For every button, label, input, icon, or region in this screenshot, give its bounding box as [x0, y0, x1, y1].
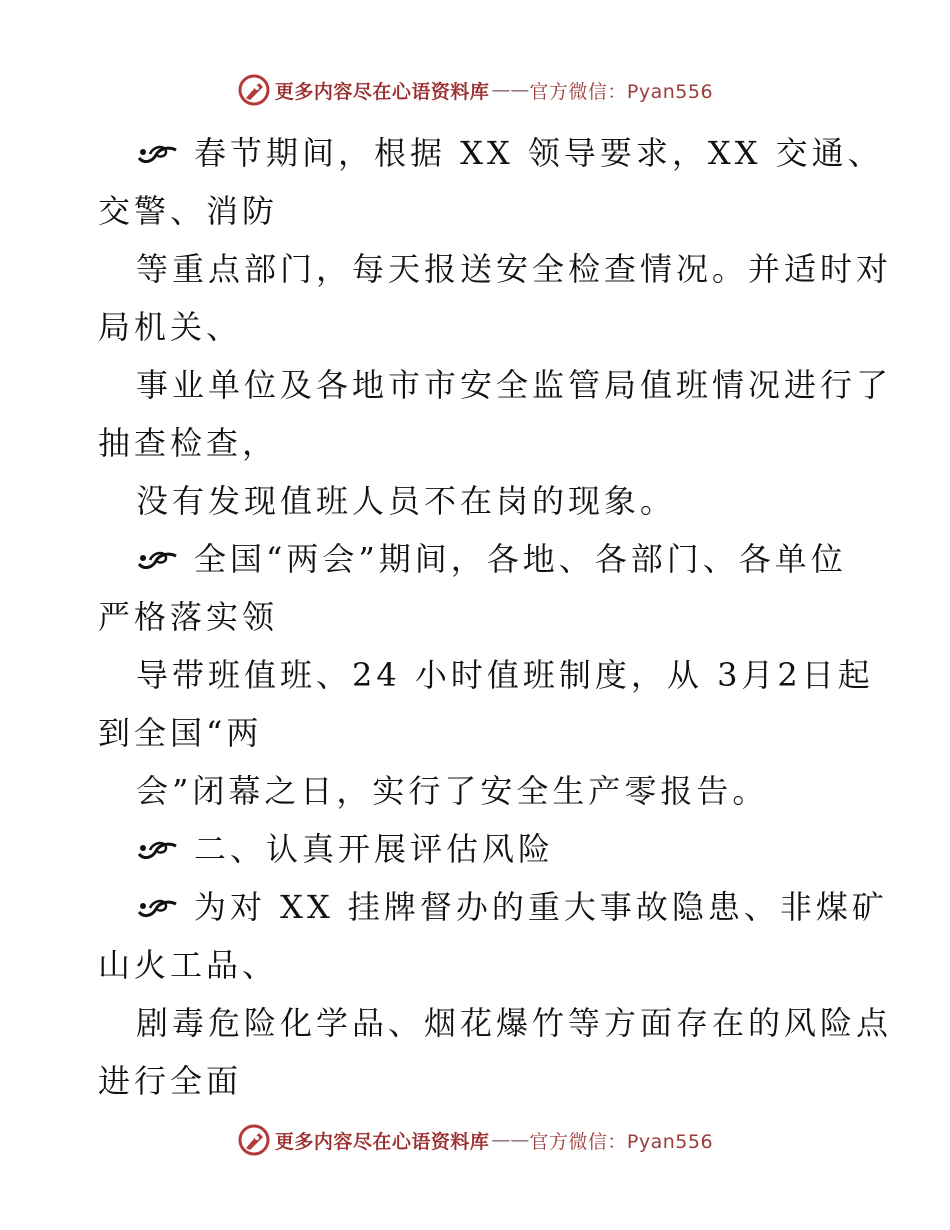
- line-text: 等重点部门，每天报送安全检查情况。并适时对: [136, 250, 893, 288]
- banner-text: 更多内容尽在心语资料库: [274, 1130, 490, 1153]
- flourish-bullet-icon: [136, 894, 180, 920]
- line-text: 事业单位及各地市市安全监管局值班情况进行了: [136, 366, 893, 404]
- paragraph-line: [98, 240, 893, 298]
- banner-wechat: 官方微信：Pyan556: [529, 80, 714, 103]
- header-banner: [0, 68, 950, 112]
- line-text: 山火工品、: [98, 946, 279, 984]
- paragraph-line: [98, 472, 858, 530]
- paragraph-line: [98, 124, 884, 182]
- paragraph-line: [98, 182, 858, 240]
- line-text: 会”闭幕之日，实行了安全生产零报告。: [136, 772, 769, 810]
- paragraph-line: [98, 762, 858, 820]
- line-text: 春节期间，根据 XX 领导要求，XX 交通、: [194, 134, 884, 172]
- line-text: 二、认真开展评估风险: [194, 830, 555, 868]
- paragraph-line: [98, 530, 858, 588]
- line-text: 没有发现值班人员不在岗的现象。: [136, 482, 677, 520]
- line-text: 抽查检查，: [98, 424, 279, 462]
- banner-dash: ——: [491, 79, 530, 101]
- banner-text: 更多内容尽在心语资料库: [274, 80, 490, 103]
- paragraph-line: [98, 588, 858, 646]
- paragraph-line: [98, 704, 858, 762]
- paragraph-line: [98, 414, 858, 472]
- line-text: 到全国“两: [98, 714, 263, 752]
- line-text: 严格落实领: [98, 598, 279, 636]
- flourish-bullet-icon: [136, 836, 180, 862]
- flourish-bullet-icon: [136, 546, 180, 572]
- paragraph-line: [98, 646, 874, 704]
- line-text: 为对 XX 挂牌督办的重大事故隐患、非煤矿: [194, 888, 888, 926]
- document-body: [98, 124, 893, 1110]
- flourish-bullet-icon: [136, 140, 180, 166]
- paragraph-line: [98, 936, 858, 994]
- paragraph-line: [98, 356, 893, 414]
- line-text: 交警、消防: [98, 192, 279, 230]
- section-heading: [98, 820, 858, 878]
- banner-dash: ——: [491, 1129, 530, 1151]
- line-text: 剧毒危险化学品、烟花爆竹等方面存在的风险点: [136, 1004, 893, 1042]
- pen-nib-logo: [237, 73, 271, 107]
- line-text: 导带班值班、24 小时值班制度，从 3月2日起: [136, 656, 874, 694]
- paragraph-line: [98, 298, 858, 356]
- line-text: 局机关、: [98, 308, 243, 346]
- line-text: 全国“两会”期间，各地、各部门、各单位: [194, 540, 847, 578]
- footer-banner: [0, 1118, 950, 1162]
- paragraph-line: [98, 878, 888, 936]
- line-text: 进行全面: [98, 1062, 243, 1100]
- banner-wechat: 官方微信：Pyan556: [529, 1130, 714, 1153]
- paragraph-line: [98, 1052, 858, 1110]
- pen-nib-logo: [237, 1123, 271, 1157]
- paragraph-line: [98, 994, 893, 1052]
